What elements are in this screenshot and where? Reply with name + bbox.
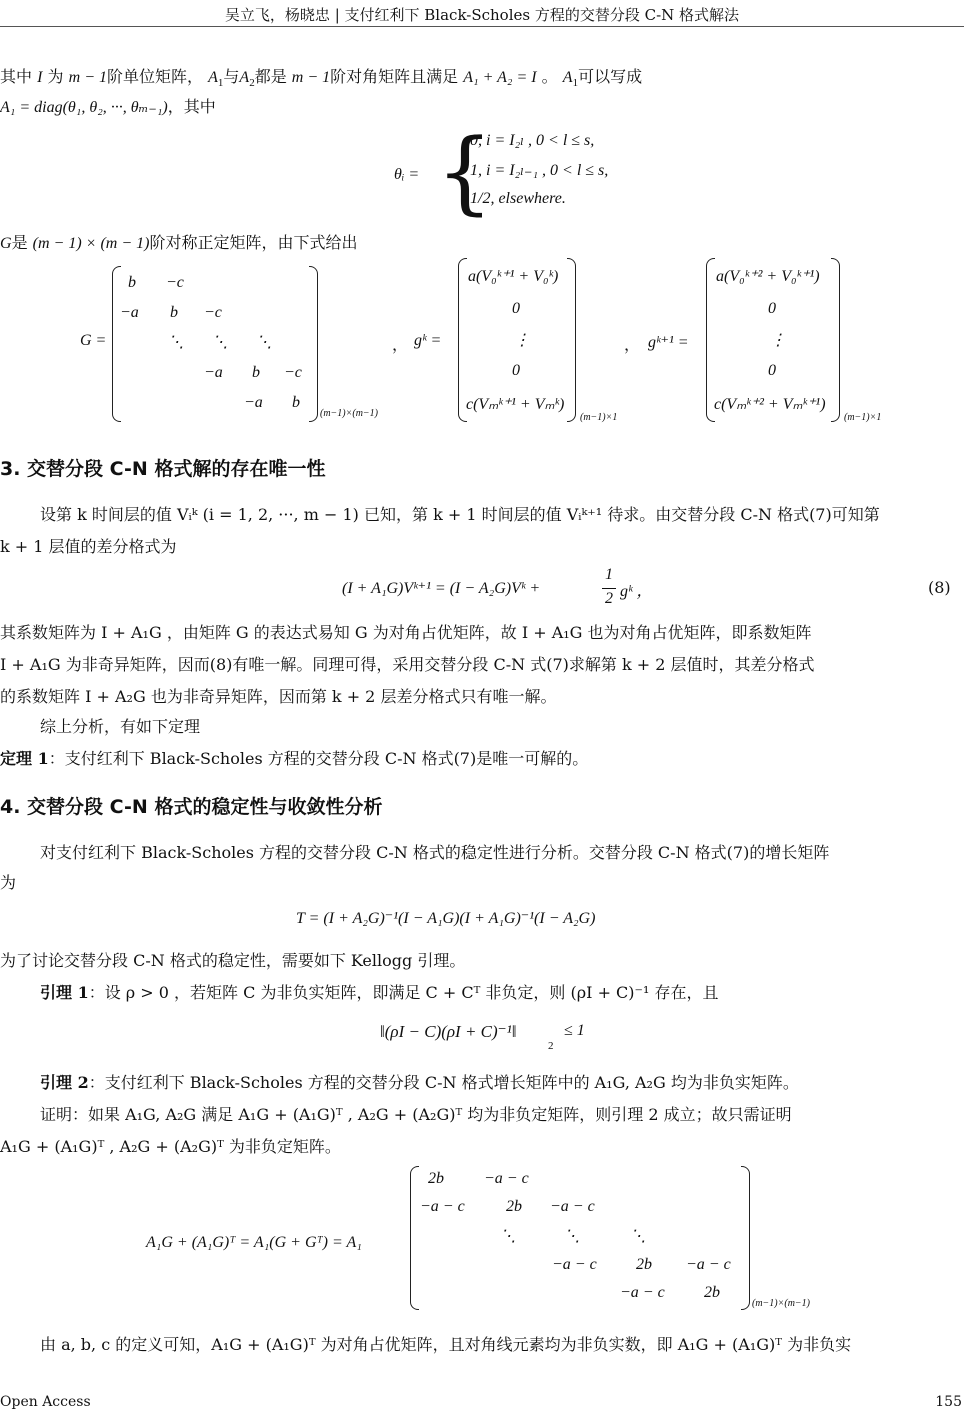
math-I: I bbox=[37, 69, 43, 86]
math-A2: A bbox=[239, 69, 250, 86]
vector-gk1-lhs: gᵏ⁺¹ = bbox=[648, 334, 689, 351]
vector-cell: c(Vₘᵏ⁺² + Vₘᵏ⁺¹) bbox=[714, 396, 826, 413]
paren-right bbox=[567, 258, 576, 422]
math-A1: A bbox=[562, 69, 573, 86]
matrix-cell: b bbox=[292, 394, 300, 411]
s4-para2: 为了讨论交替分段 C-N 格式的稳定性，需要如下 Kellogg 引理。 bbox=[0, 951, 466, 970]
vector-gk-lhs: gᵏ = bbox=[414, 332, 442, 349]
matrix-cell: ⋱ bbox=[500, 1228, 516, 1245]
vector-cell: 0 bbox=[768, 300, 776, 317]
lemma-label: 引理 1 bbox=[40, 983, 89, 1002]
theta-case-1: 0, i = I₂ₗ , 0 < l ≤ s, bbox=[470, 132, 595, 149]
section-3-heading: 3. 交替分段 C-N 格式解的存在唯一性 bbox=[0, 458, 326, 480]
vector-cell: ⋮ bbox=[514, 332, 530, 349]
lemma-1 bbox=[0, 982, 964, 1004]
matrix-cell: b bbox=[170, 304, 178, 321]
proof-line1: 证明：如果 A₁G, A₂G 满足 A₁G + (A₁G)ᵀ , A₂G + (A₂G)ᵀ 均为非负定矩阵，则引理 2 成立；故只需证明 bbox=[40, 1105, 792, 1124]
comma: ， bbox=[624, 335, 641, 354]
paren-left bbox=[112, 266, 121, 422]
eq8-rhs: gᵏ ， bbox=[620, 583, 653, 600]
paren-right bbox=[831, 258, 840, 422]
vector-gk1-size: (m−1)×1 bbox=[844, 412, 882, 423]
sub: 2 bbox=[249, 77, 255, 90]
matrix-cell: ⋱ bbox=[630, 1228, 646, 1245]
matrix-sym-lhs: A₁G + (A₁G)ᵀ = A₁(G + Gᵀ) = A₁ bbox=[146, 1234, 362, 1251]
matrix-sym-size: (m−1)×(m−1) bbox=[752, 1298, 811, 1309]
theta-lhs: θᵢ = bbox=[394, 166, 420, 183]
s3-para1-line2: k + 1 层值的差分格式为 bbox=[0, 537, 177, 556]
matrix-cell: −a − c bbox=[686, 1256, 731, 1273]
vector-gk-size: (m−1)×1 bbox=[580, 412, 618, 423]
header-rule bbox=[0, 26, 964, 27]
matrix-cell: −a − c bbox=[550, 1198, 595, 1215]
eq8-lhs: (I + A₁G)Vᵏ⁺¹ = (I − A₂G)Vᵏ + bbox=[342, 580, 541, 597]
proof-line2: A₁G + (A₁G)ᵀ , A₂G + (A₂G)ᵀ 为非负定矩阵。 bbox=[0, 1137, 341, 1156]
matrix-G-lhs: G = bbox=[80, 332, 107, 349]
sub: 1 bbox=[572, 77, 579, 90]
matrix-cell: −c bbox=[166, 274, 184, 291]
matrix-cell: −a − c bbox=[484, 1170, 529, 1187]
vector-cell: 0 bbox=[512, 362, 520, 379]
matrix-cell: ⋱ bbox=[256, 334, 272, 351]
s3-para3: 综上分析，有如下定理 bbox=[40, 717, 201, 736]
theta-case-2: 1, i = I₂ₗ₋₁ , 0 < l ≤ s, bbox=[470, 162, 609, 179]
matrix-cell: −a bbox=[204, 364, 223, 381]
eq8-frac-num: 1 bbox=[605, 566, 613, 583]
diag-line bbox=[0, 96, 964, 119]
text: 为 bbox=[47, 67, 64, 86]
matrix-cell: ⋱ bbox=[168, 334, 184, 351]
text: ，其中 bbox=[167, 97, 216, 116]
math-dims: (m − 1) × (m − 1) bbox=[32, 235, 150, 252]
text: 阶对称正定矩阵，由下式给出 bbox=[149, 233, 358, 252]
s3-para2-line3: 的系数矩阵 I + A₂G 也为非奇异矩阵，因而第 k + 2 层差分格式只有唯一解。 bbox=[0, 687, 557, 706]
lemma-label: 引理 2 bbox=[40, 1073, 89, 1092]
footer-open-access: Open Access bbox=[0, 1394, 91, 1410]
running-header: 吴立飞，杨晓忠 | 支付红利下 Black-Scholes 方程的交替分段 C-N 格式解法 bbox=[224, 6, 740, 24]
section-4-heading: 4. 交替分段 C-N 格式的稳定性与收敛性分析 bbox=[0, 796, 383, 818]
s3-para2-line2: I + A₁G 为非奇异矩阵，因而(8)有唯一解。同理可得，采用交替分段 C-N 式(7)求解第 k + 2 层值时，其差分格式 bbox=[0, 655, 815, 674]
matrix-cell: −c bbox=[204, 304, 222, 321]
vector-cell: 0 bbox=[512, 300, 520, 317]
growth-matrix-equation: T = (I + A₂G)⁻¹(I − A₁G)(I + A₁G)⁻¹(I − A₂G) bbox=[296, 910, 596, 927]
last-paragraph: 由 a, b, c 的定义可知，A₁G + (A₁G)ᵀ 为对角占优矩阵，且对角线元素均为非负实数，即 A₁G + (A₁G)ᵀ 为非负实 bbox=[40, 1335, 852, 1354]
s3-para1-line1: 设第 k 时间层的值 Vᵢᵏ (i = 1, 2, ···, m − 1) 已知，第 k + 1 时间层的值 Vᵢᵏ⁺¹ 待求。由交替分段 C-N 格式(7)可知第 bbox=[40, 505, 880, 524]
matrix-cell: 2b bbox=[428, 1170, 444, 1187]
math-m-minus-1: m − 1 bbox=[68, 69, 107, 86]
G-definition bbox=[0, 232, 964, 255]
vector-gk bbox=[458, 258, 576, 422]
math-diag: A₁ = diag(θ₁, θ₂, ···, θₘ₋₁) bbox=[0, 99, 168, 116]
matrix-sym bbox=[410, 1166, 750, 1310]
paragraph-identity-def bbox=[0, 66, 964, 94]
matrix-cell: 2b bbox=[704, 1284, 720, 1301]
lemma-text: ：设 ρ > 0 ，若矩阵 C 为非负实矩阵，即满足 C + Cᵀ 非负定，则 (ρI + C)⁻¹ 存在，且 bbox=[88, 983, 719, 1002]
fraction-bar bbox=[602, 588, 616, 589]
math-G: G bbox=[0, 235, 12, 252]
matrix-cell: 2b bbox=[506, 1198, 522, 1215]
math-A1-plus-A2: A₁ + A₂ = I bbox=[463, 69, 537, 86]
matrix-cell: −a bbox=[120, 304, 139, 321]
footer-page-number: 155 bbox=[935, 1394, 962, 1410]
left-brace: { bbox=[436, 120, 494, 225]
comma: ， bbox=[392, 335, 409, 354]
matrix-cell: ⋱ bbox=[564, 1228, 580, 1245]
matrix-cell: b bbox=[128, 274, 136, 291]
text: 与 bbox=[223, 67, 240, 86]
matrix-cell: −a bbox=[244, 394, 263, 411]
matrix-cell: 2b bbox=[636, 1256, 652, 1273]
eq8-number: (8) bbox=[928, 578, 951, 597]
lemma-text: ：支付红利下 Black-Scholes 方程的交替分段 C-N 格式增长矩阵中的 A₁G, A₂G 均为非负实矩阵。 bbox=[88, 1073, 799, 1092]
vector-cell: a(V₀ᵏ⁺¹ + V₀ᵏ) bbox=[468, 268, 559, 285]
math-m-minus-1: m − 1 bbox=[291, 69, 331, 86]
text: 都是 bbox=[254, 67, 287, 86]
matrix-cell: ⋱ bbox=[212, 334, 228, 351]
theorem-label: 定理 1 bbox=[0, 749, 49, 768]
text: 阶对角矩阵且满足 bbox=[330, 67, 459, 86]
vector-cell: ⋮ bbox=[770, 332, 786, 349]
text: 阶单位矩阵， bbox=[107, 67, 204, 86]
math-A1: A bbox=[208, 69, 218, 86]
paren-left bbox=[410, 1166, 419, 1310]
text: 其中 bbox=[0, 67, 33, 86]
matrix-G-size: (m−1)×(m−1) bbox=[320, 408, 379, 419]
matrix-cell: −a − c bbox=[420, 1198, 465, 1215]
s4-para1-line1: 对支付红利下 Black-Scholes 方程的交替分段 C-N 格式的稳定性进行分析。交替分段 C-N 格式(7)的增长矩阵 bbox=[40, 843, 830, 862]
kellogg-norm: ‖(ρI − C)(ρI + C)⁻¹‖ bbox=[380, 1022, 517, 1041]
text: 是 bbox=[11, 233, 28, 252]
theorem-1 bbox=[0, 748, 964, 770]
theorem-text: ：支付红利下 Black-Scholes 方程的交替分段 C-N 格式(7)是唯一可解的。 bbox=[48, 749, 589, 768]
vector-gk1 bbox=[706, 258, 840, 422]
s3-para2-line1: 其系数矩阵为 I + A₁G ，由矩阵 G 的表达式易知 G 为对角占优矩阵，故 I + A₁G 也为对角占优矩阵，即系数矩阵 bbox=[0, 623, 812, 642]
paren-right bbox=[741, 1166, 750, 1310]
vector-cell: a(V₀ᵏ⁺² + V₀ᵏ⁺¹) bbox=[716, 268, 820, 285]
matrix-cell: b bbox=[252, 364, 260, 381]
matrix-cell: −a − c bbox=[620, 1284, 665, 1301]
matrix-cell: −a − c bbox=[552, 1256, 597, 1273]
vector-cell: c(Vₘᵏ⁺¹ + Vₘᵏ) bbox=[466, 396, 565, 413]
eq8-frac-den: 2 bbox=[605, 590, 613, 607]
s4-para1-line2: 为 bbox=[0, 873, 17, 892]
vector-cell: 0 bbox=[768, 362, 776, 379]
sub: 1 bbox=[217, 77, 224, 90]
text: 可以写成 bbox=[578, 67, 643, 86]
matrix-G bbox=[112, 266, 318, 422]
paren-right bbox=[309, 266, 318, 422]
text: 。 bbox=[541, 67, 558, 86]
theta-case-3: 1/2, elsewhere. bbox=[470, 190, 566, 207]
kellogg-rhs: ≤ 1 bbox=[564, 1022, 585, 1039]
lemma-2 bbox=[0, 1072, 964, 1094]
matrix-cell: −c bbox=[284, 364, 302, 381]
kellogg-norm-sub: 2 bbox=[548, 1040, 554, 1052]
